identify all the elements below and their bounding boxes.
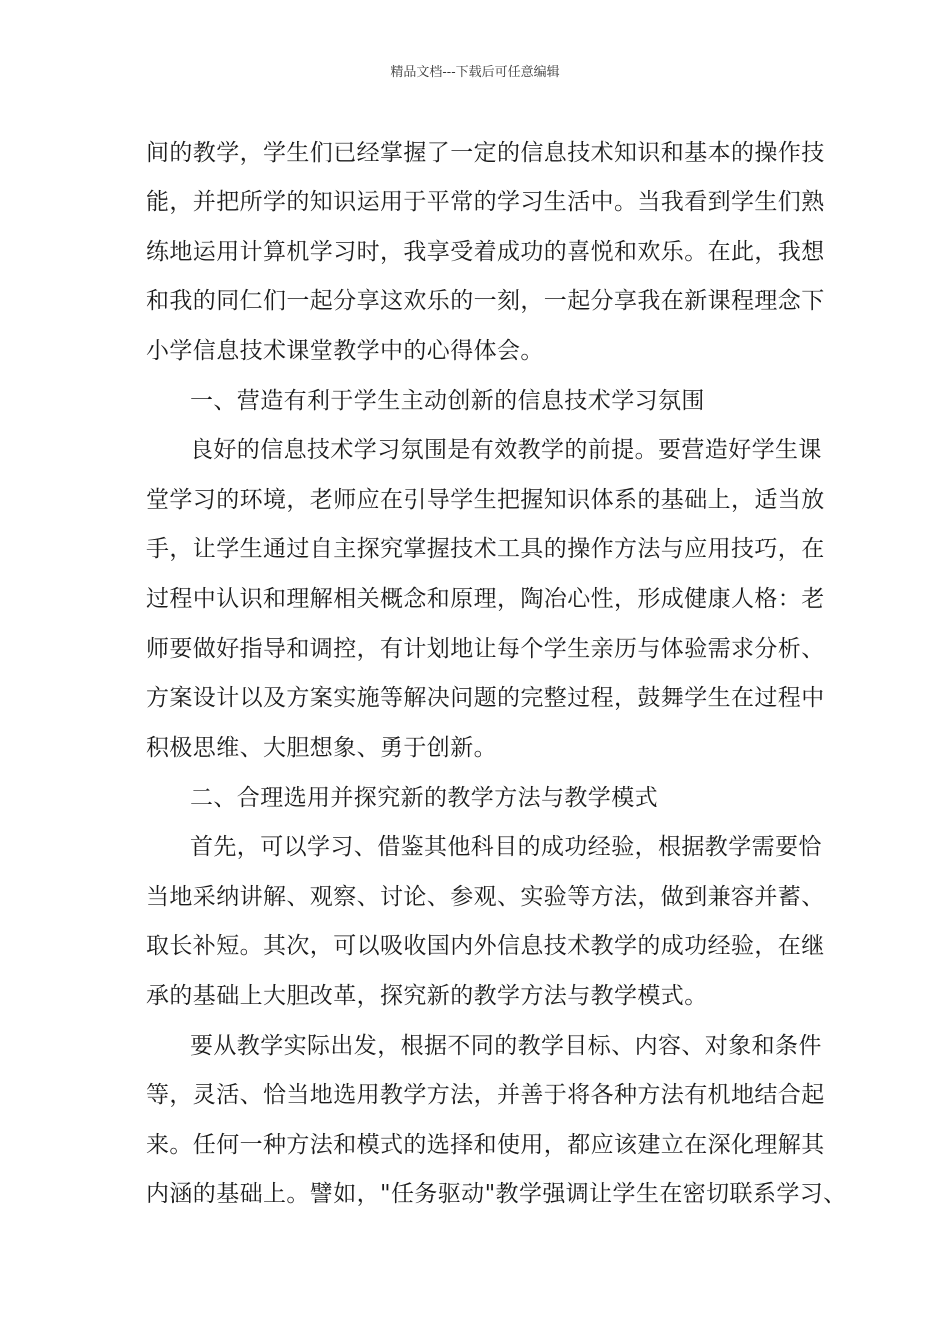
text-line: 堂学习的环境，老师应在引导学生把握知识体系的基础上，适当放 [146, 487, 825, 513]
text-line: 手，让学生通过自主探究掌握技术工具的操作方法与应用技巧，在 [146, 536, 825, 562]
text-line: 积极思维、大胆想象、勇于创新。 [146, 735, 497, 761]
text-line: 和我的同仁们一起分享这欢乐的一刻，一起分享我在新课程理念下 [146, 288, 825, 314]
text-line: 当地采纳讲解、观察、讨论、参观、实验等方法，做到兼容并蓄、 [146, 884, 825, 910]
text-line: 过程中认识和理解相关概念和原理，陶冶心性，形成健康人格：老 [146, 586, 825, 612]
section-heading: 一、营造有利于学生主动创新的信息技术学习氛围 [190, 388, 705, 414]
text-line: 练地运用计算机学习时，我享受着成功的喜悦和欢乐。在此，我想 [146, 239, 825, 265]
section-heading: 二、合理选用并探究新的教学方法与教学模式 [190, 785, 658, 811]
text-line: 等，灵活、恰当地选用教学方法，并善于将各种方法有机地结合起 [146, 1082, 825, 1108]
text-line: 间的教学，学生们已经掌握了一定的信息技术知识和基本的操作技 [146, 140, 825, 166]
text-line: 良好的信息技术学习氛围是有效教学的前提。要营造好学生课 [190, 437, 822, 463]
text-line: 小学信息技术课堂教学中的心得体会。 [146, 338, 544, 364]
text-line: 承的基础上大胆改革，探究新的教学方法与教学模式。 [146, 983, 708, 1009]
text-line: 来。任何一种方法和模式的选择和使用，都应该建立在深化理解其 [146, 1132, 825, 1158]
text-line: 要从教学实际出发，根据不同的教学目标、内容、对象和条件 [190, 1033, 822, 1059]
text-line: 师要做好指导和调控，有计划地让每个学生亲历与体验需求分析、 [146, 636, 825, 662]
text-line: 方案设计以及方案实施等解决问题的完整过程，鼓舞学生在过程中 [146, 685, 825, 711]
text-line: 能，并把所学的知识运用于平常的学习生活中。当我看到学生们熟 [146, 189, 825, 215]
page-header: 精品文档---下载后可任意编辑 [390, 65, 560, 80]
text-line: 取长补短。其次，可以吸收国内外信息技术教学的成功经验，在继 [146, 933, 825, 959]
text-line: 内涵的基础上。譬如，"任务驱动"教学强调让学生在密切联系学习、 [146, 1181, 847, 1207]
text-line: 首先，可以学习、借鉴其他科目的成功经验，根据教学需要恰 [190, 834, 822, 860]
